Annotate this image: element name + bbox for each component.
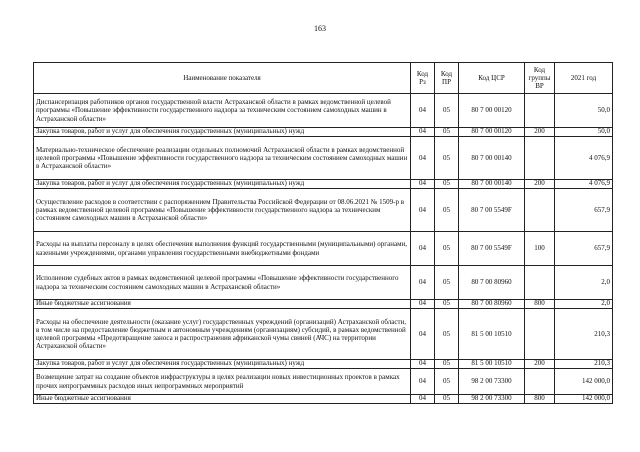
row-vr xyxy=(525,309,555,360)
header-name: Наименование показателя xyxy=(34,63,411,94)
row-pr: 05 xyxy=(435,369,459,395)
row-amount: 50,0 xyxy=(555,94,613,128)
row-pr: 05 xyxy=(435,94,459,128)
table-row xyxy=(34,309,613,360)
row-rz: 04 xyxy=(411,369,435,395)
row-name: Осуществление расходов в соответствии с распоряжением Правительства Российской Федерации от 08.06.2021 № 1509-р в рамках ведомственной целевой программы «Повышение эффективности государственного надзора за техническим состоянием самоходных машин в Астраханской области» xyxy=(34,189,411,232)
table-row xyxy=(34,360,613,369)
row-pr: 05 xyxy=(435,128,459,137)
row-csr: 80 7 00 00120 xyxy=(459,128,525,137)
table-row xyxy=(34,137,613,180)
header-rz: Код Рз xyxy=(411,63,435,94)
row-vr xyxy=(525,137,555,180)
row-rz: 04 xyxy=(411,309,435,360)
row-rz: 04 xyxy=(411,266,435,300)
row-rz: 04 xyxy=(411,137,435,180)
row-pr: 05 xyxy=(435,137,459,180)
row-amount: 657,9 xyxy=(555,189,613,232)
row-csr: 80 7 00 5549F xyxy=(459,189,525,232)
row-vr: 100 xyxy=(525,232,555,266)
table-header-row xyxy=(34,63,613,94)
row-vr: 200 xyxy=(525,128,555,137)
header-csr: Код ЦСР xyxy=(459,63,525,94)
header-pr: Код ПР xyxy=(435,63,459,94)
row-amount: 2,0 xyxy=(555,300,613,309)
row-name: Иные бюджетные ассигнования xyxy=(34,300,411,309)
header-year: 2021 год xyxy=(555,63,613,94)
row-csr: 81 5 00 10510 xyxy=(459,309,525,360)
row-name: Закупка товаров, работ и услуг для обеспечения государственных (муниципальных) нужд xyxy=(34,128,411,137)
row-name: Закупка товаров, работ и услуг для обеспечения государственных (муниципальных) нужд xyxy=(34,180,411,189)
row-amount: 4 076,9 xyxy=(555,137,613,180)
row-pr: 05 xyxy=(435,180,459,189)
row-name: Исполнение судебных актов в рамках ведомственной целевой программы «Повышение эффективности государственного надзора за техническим состоянием самоходных машин в Астраханской области» xyxy=(34,266,411,300)
row-rz: 04 xyxy=(411,360,435,369)
row-vr: 800 xyxy=(525,395,555,404)
row-csr: 81 5 00 10510 xyxy=(459,360,525,369)
row-rz: 04 xyxy=(411,189,435,232)
row-rz: 04 xyxy=(411,128,435,137)
row-csr: 80 7 00 80960 xyxy=(459,266,525,300)
row-name: Расходы на обеспечение деятельности (оказание услуг) государственных учреждений (организаций) Астраханской области, в том числе на предоставление бюджетным и автономным учреждениям (организациям) субсидий, в рамках ведомственной целевой программы «Предотвращение заноса и распространения африканской чумы свиней (АЧС) на территории Астраханской области» xyxy=(34,309,411,360)
row-pr: 05 xyxy=(435,266,459,300)
row-pr: 05 xyxy=(435,300,459,309)
page-number: 163 xyxy=(314,24,326,33)
row-amount: 2,0 xyxy=(555,266,613,300)
row-amount: 4 076,9 xyxy=(555,180,613,189)
row-vr: 200 xyxy=(525,360,555,369)
row-csr: 80 7 00 00140 xyxy=(459,180,525,189)
row-pr: 05 xyxy=(435,232,459,266)
table-row xyxy=(34,266,613,300)
table-row xyxy=(34,232,613,266)
row-csr: 80 7 00 00140 xyxy=(459,137,525,180)
row-name: Закупка товаров, работ и услуг для обеспечения государственных (муниципальных) нужд xyxy=(34,360,411,369)
row-rz: 04 xyxy=(411,395,435,404)
row-rz: 04 xyxy=(411,180,435,189)
table-row xyxy=(34,369,613,395)
row-amount: 657,9 xyxy=(555,232,613,266)
row-pr: 05 xyxy=(435,309,459,360)
row-vr xyxy=(525,94,555,128)
row-pr: 05 xyxy=(435,189,459,232)
row-name: Материально-техническое обеспечение реализации отдельных полномочий Астраханской области в рамках ведомственной целевой программы «Повышение эффективности государственного надзора за техническим состоянием самоходных машин в Астраханской области» xyxy=(34,137,411,180)
table-row xyxy=(34,180,613,189)
budget-table xyxy=(33,62,613,404)
row-pr: 05 xyxy=(435,395,459,404)
row-csr: 80 7 00 5549F xyxy=(459,232,525,266)
row-csr: 98 2 00 73300 xyxy=(459,369,525,395)
row-csr: 80 7 00 80960 xyxy=(459,300,525,309)
row-vr xyxy=(525,369,555,395)
row-rz: 04 xyxy=(411,300,435,309)
row-rz: 04 xyxy=(411,94,435,128)
row-amount: 210,3 xyxy=(555,309,613,360)
table-row xyxy=(34,94,613,128)
row-amount: 50,0 xyxy=(555,128,613,137)
row-vr: 200 xyxy=(525,180,555,189)
row-amount: 142 000,0 xyxy=(555,369,613,395)
row-vr xyxy=(525,189,555,232)
table-row xyxy=(34,395,613,404)
row-amount: 210,3 xyxy=(555,360,613,369)
row-name: Возмещение затрат на создание объектов инфраструктуры в целях реализации новых инвестиционных проектов в рамках прочих непрограммных расходов иных непрограммных мероприятий xyxy=(34,369,411,395)
row-amount: 142 000,0 xyxy=(555,395,613,404)
row-csr: 80 7 00 00120 xyxy=(459,94,525,128)
row-vr: 800 xyxy=(525,300,555,309)
row-name: Диспансеризация работников органов государственной власти Астраханской области в рамках ведомственной целевой программы «Повышение эффективности государственного надзора за техническим состоянием самоходных машин в Астраханской области» xyxy=(34,94,411,128)
row-pr: 05 xyxy=(435,360,459,369)
row-rz: 04 xyxy=(411,232,435,266)
row-csr: 98 2 00 73300 xyxy=(459,395,525,404)
table-row xyxy=(34,189,613,232)
row-name: Расходы на выплаты персоналу в целях обеспечения выполнения функций государственными (муниципальными) органами, казенными учреждениями, органами управления государственными внебюджетными фондами xyxy=(34,232,411,266)
row-vr xyxy=(525,266,555,300)
row-name: Иные бюджетные ассигнования xyxy=(34,395,411,404)
header-vr: Код группы ВР xyxy=(525,63,555,94)
table-row xyxy=(34,128,613,137)
table-row xyxy=(34,300,613,309)
